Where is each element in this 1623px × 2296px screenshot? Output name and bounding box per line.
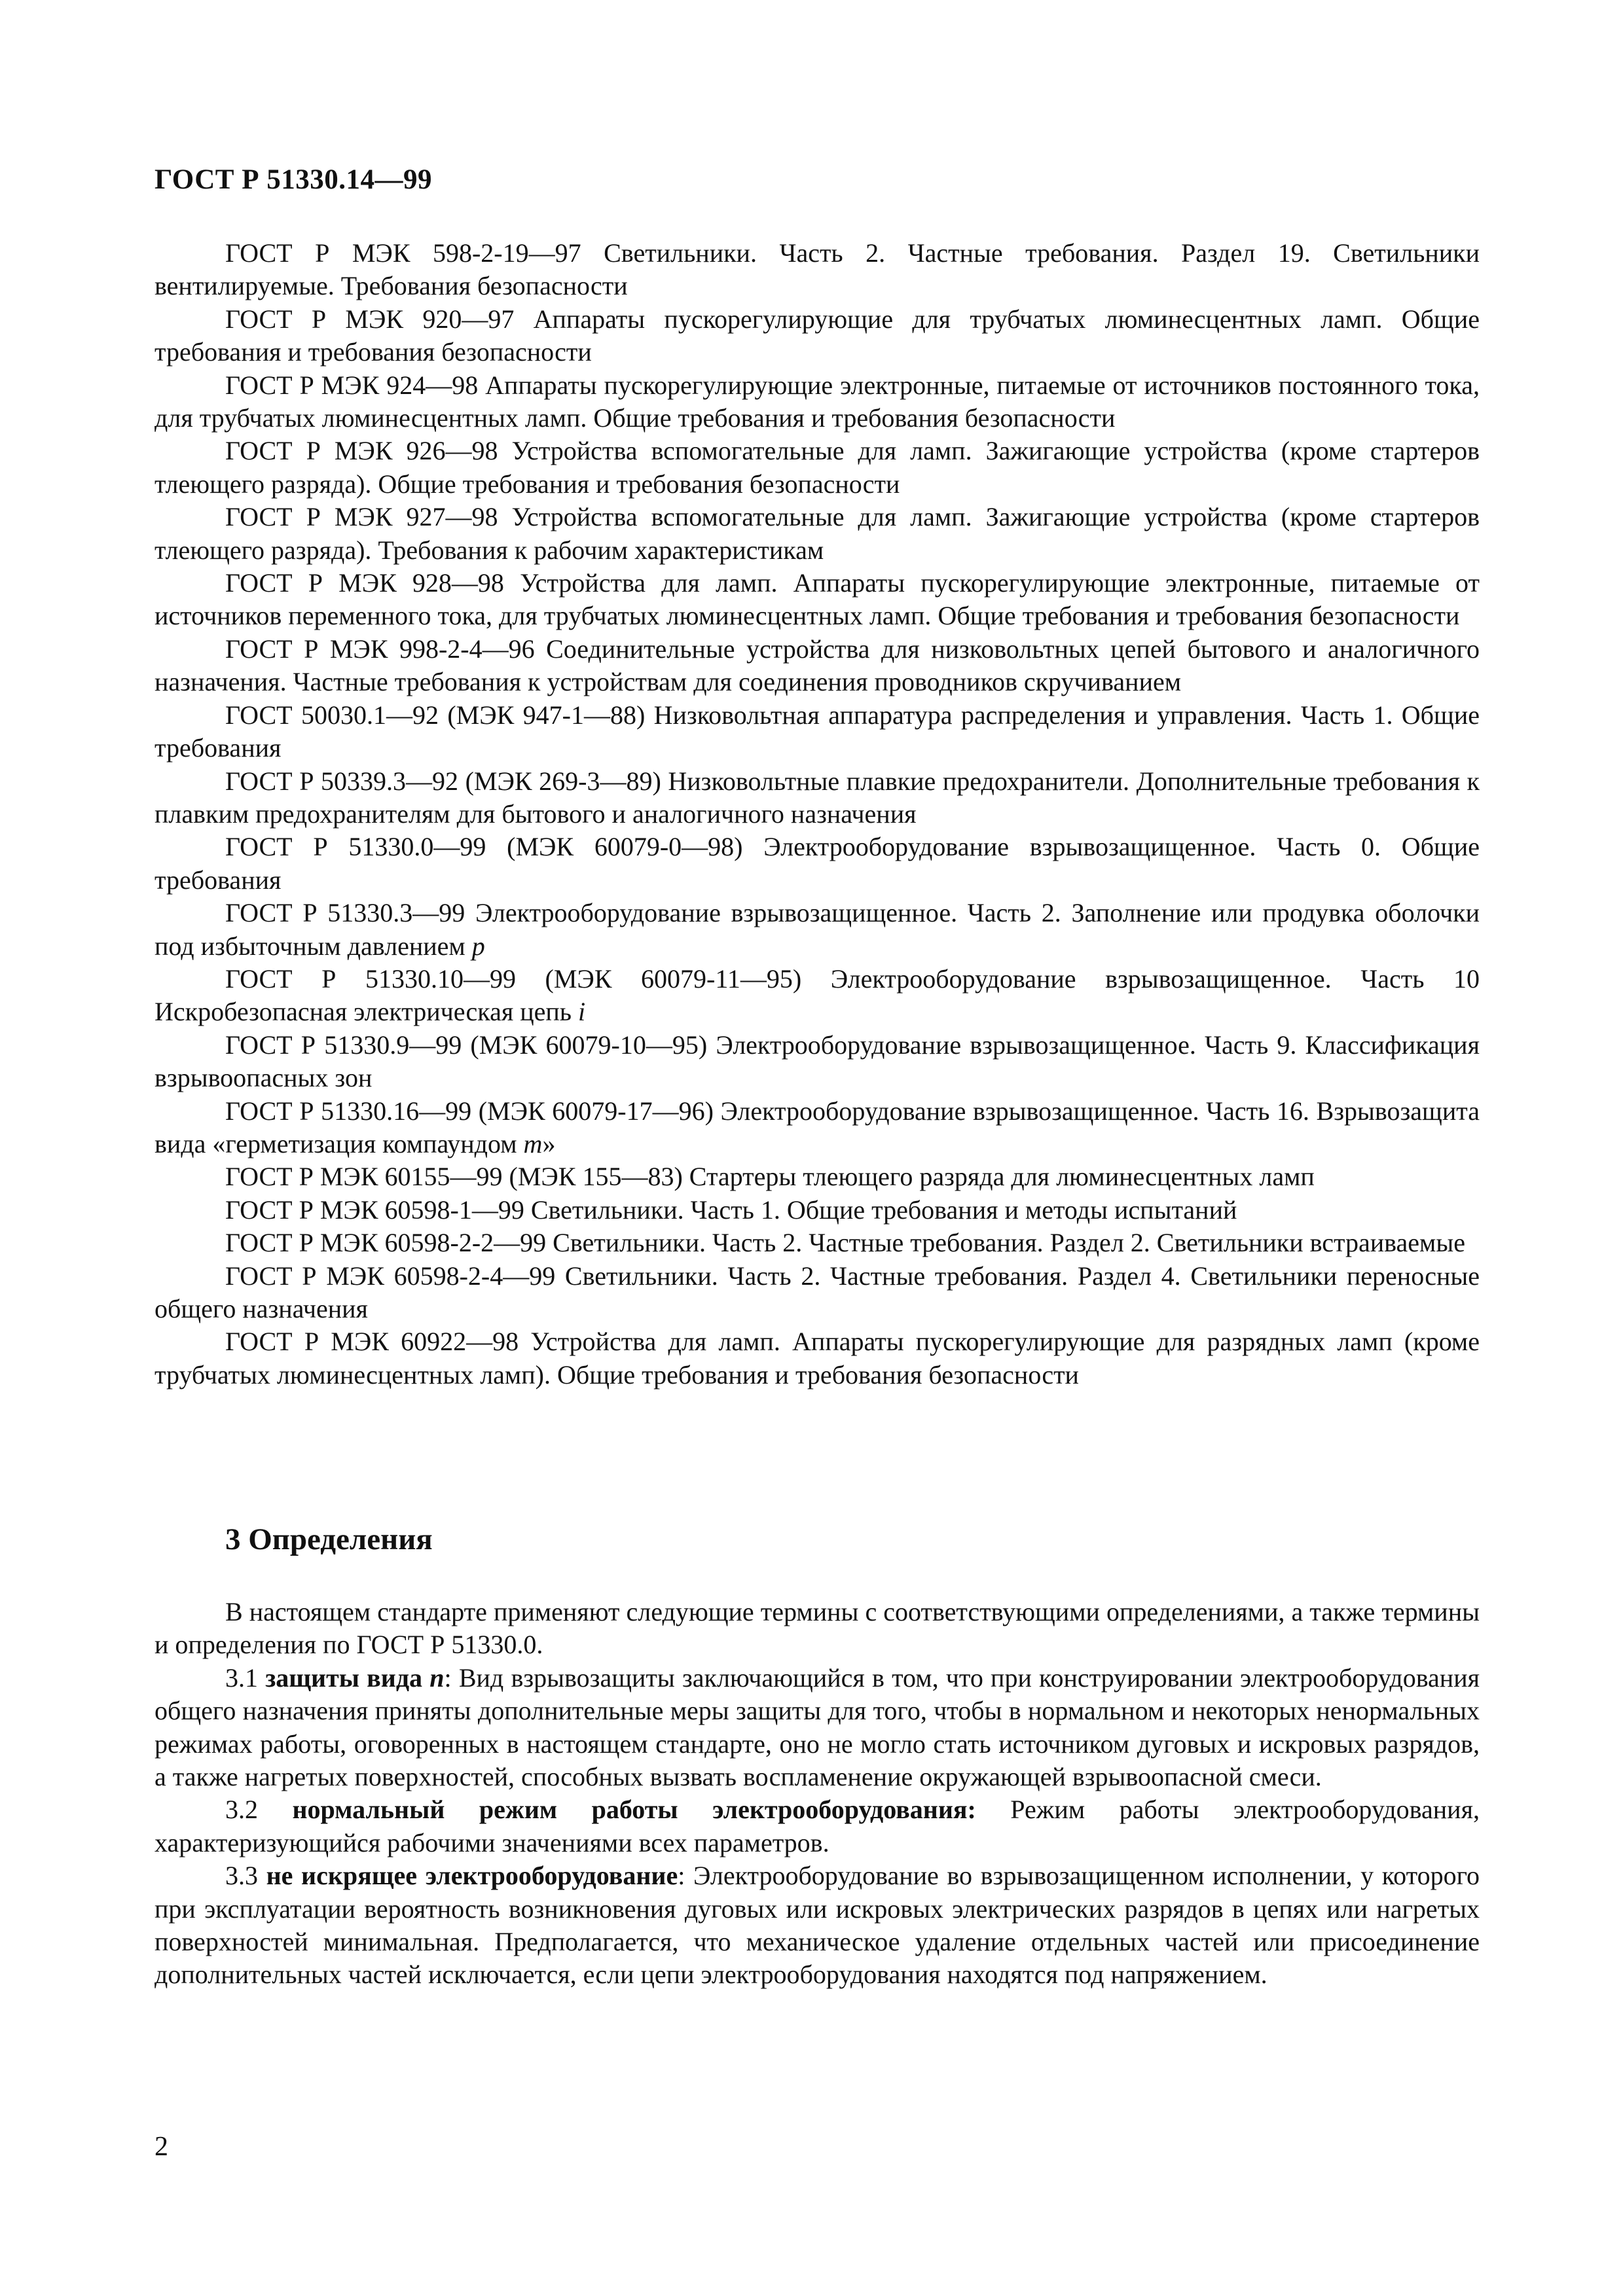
reference-title: Соединительные устройства для низковольтных цепей бытового и аналогичного назначения. Частные требования к устройствам для соединения проводников скручиванием xyxy=(155,634,1480,697)
reference-code: ГОСТ Р 50339.3—92 xyxy=(225,766,459,796)
reference-code: ГОСТ Р МЭК 924—98 xyxy=(225,370,479,400)
definition-term-symbol: n xyxy=(429,1662,445,1693)
reference-code: ГОСТ Р МЭК 598-2-19—97 xyxy=(225,238,581,268)
reference-title: Устройства для ламп. Аппараты пускорегулирующие электронные, питаемые от источников переменного тока, для трубчатых люминесцентных ламп. Общие требования и требования безопасности xyxy=(155,568,1480,631)
reference-title: Светильники. Часть 2. Частные требования. Раздел 4. Светильники переносные общего назначения xyxy=(155,1261,1480,1323)
reference-title: Устройства вспомогательные для ламп. Зажигающие устройства (кроме стартеров тлеющего разряда). Общие требования и требования безопасности xyxy=(155,436,1480,499)
definition-term: нормальный режим работы электрооборудования: xyxy=(292,1795,976,1825)
reference-title: Электрооборудование взрывозащищенное. Часть 2. Заполнение или продувка оболочки под избыточным давлением xyxy=(155,898,1480,961)
definition-text: Вид взрывозащиты заключающийся в том, что при конструировании электрооборудования общего назначения приняты дополнительные меры защиты для того, чтобы в нормальном и некоторых ненормальных режимах работы, оговоренных в настоящем стандарте, оно не могло стать источником дуговых и искровых разрядов, а также нагретых поверхностей, способных вызвать воспламенение окружающей взрывоопасной смеси. xyxy=(155,1662,1480,1792)
definition-text: Режим работы электрооборудования, характеризующийся рабочими значениями всех параметров. xyxy=(155,1795,1480,1857)
reference-item xyxy=(155,303,1480,369)
reference-title: (МЭК 269-3—89) Низковольтные плавкие предохранители. Дополнительные требования к плавким предохранителям для бытового и аналогичного назначения xyxy=(155,766,1480,829)
reference-symbol: i xyxy=(578,997,586,1027)
reference-item xyxy=(155,1325,1480,1391)
reference-code: ГОСТ 50030.1—92 xyxy=(225,700,439,730)
reference-item xyxy=(155,1160,1480,1193)
reference-item xyxy=(155,765,1480,831)
reference-symbol: m xyxy=(523,1128,543,1158)
reference-code: ГОСТ Р 51330.9—99 xyxy=(225,1030,462,1060)
reference-item xyxy=(155,237,1480,303)
definition-number: 3.2 xyxy=(225,1795,293,1825)
reference-item xyxy=(155,633,1480,699)
reference-title: (МЭК 60079-10—95) Электрооборудование взрывозащищенное. Часть 9. Классификация взрывоопасных зон xyxy=(155,1030,1480,1093)
reference-code: ГОСТ Р МЭК 60922—98 xyxy=(225,1327,519,1357)
reference-code: ГОСТ Р 51330.0—99 xyxy=(225,832,486,862)
reference-code: ГОСТ Р МЭК 60598-2-2—99 xyxy=(225,1228,547,1258)
reference-item xyxy=(155,567,1480,633)
reference-item xyxy=(155,1260,1480,1326)
reference-symbol: p xyxy=(471,931,485,961)
definition-text: Электрооборудование во взрывозащищенном исполнении, у которого при эксплуатации вероятность возникновения дуговых или искровых электрических разрядов в цепях или нагретых поверхностей минимальная. Предполагается, что механическое удаление отдельных частей или присоединение дополнительных частей исключается, если цепи электрооборудования находятся под напряжением. xyxy=(155,1861,1480,1990)
reference-title: (МЭК 947-1—88) Низковольтная аппаратура распределения и управления. Часть 1. Общие требования xyxy=(155,700,1480,763)
definition-separator: : xyxy=(444,1662,452,1693)
reference-code: ГОСТ Р МЭК 928—98 xyxy=(225,568,504,598)
reference-code: ГОСТ Р МЭК 926—98 xyxy=(225,436,498,466)
definition-term xyxy=(265,1663,444,1693)
reference-title: Светильники. Часть 2. Частные требования. Раздел 2. Светильники встраиваемые xyxy=(546,1228,1465,1258)
document-header: ГОСТ Р 51330.14—99 xyxy=(155,164,433,195)
reference-item xyxy=(155,699,1480,765)
reference-title: Устройства вспомогательные для ламп. Зажигающие устройства (кроме стартеров тлеющего разряда). Требования к рабочим характеристикам xyxy=(155,502,1480,565)
definition-term-text: защиты вида xyxy=(265,1662,430,1693)
definition-term: не искрящее электрооборудование xyxy=(266,1861,678,1891)
reference-code: ГОСТ Р МЭК 60155—99 xyxy=(225,1162,503,1192)
reference-title: Светильники. Часть 2. Частные требования. Раздел 19. Светильники вентилируемые. Требования безопасности xyxy=(155,238,1480,301)
reference-code: ГОСТ Р 51330.16—99 xyxy=(225,1096,472,1126)
reference-title: (МЭК 60079-0—98) Электрооборудование взрывозащищенное. Часть 0. Общие требования xyxy=(155,832,1480,895)
definition-number: 3.3 xyxy=(225,1861,266,1891)
reference-item xyxy=(155,1194,1480,1227)
reference-code: ГОСТ Р 51330.3—99 xyxy=(225,898,465,928)
reference-title: (МЭК 60079-11—95) Электрооборудование взрывозащищенное. Часть 10 Искробезопасная электрическая цепь xyxy=(155,963,1480,1027)
definition-item xyxy=(155,1859,1480,1992)
reference-item xyxy=(155,435,1480,501)
definition-item xyxy=(155,1662,1480,1794)
reference-code: ГОСТ Р 51330.10—99 xyxy=(225,963,516,994)
normative-references-list xyxy=(155,237,1480,1391)
section-heading: 3 Определения xyxy=(225,1522,433,1556)
reference-title: (МЭК 155—83) Стартеры тлеющего разряда для люминесцентных ламп xyxy=(502,1162,1315,1192)
reference-title: Светильники. Часть 1. Общие требования и методы испытаний xyxy=(524,1194,1237,1225)
reference-code: ГОСТ Р МЭК 920—97 xyxy=(225,304,515,334)
definition-item xyxy=(155,1793,1480,1859)
reference-item xyxy=(155,1227,1480,1259)
reference-item xyxy=(155,1095,1480,1161)
reference-item xyxy=(155,1029,1480,1095)
reference-item xyxy=(155,831,1480,897)
reference-code: ГОСТ Р МЭК 998-2-4—96 xyxy=(225,634,535,664)
reference-title: (МЭК 60079-17—96) Электрооборудование взрывозащищенное. Часть 16. Взрывозащита вида «герметизация компаундом xyxy=(155,1096,1480,1158)
reference-code: ГОСТ Р МЭК 60598-2-4—99 xyxy=(225,1261,556,1291)
reference-item xyxy=(155,897,1480,963)
definition-number: 3.1 xyxy=(225,1662,266,1693)
reference-code: ГОСТ Р МЭК 927—98 xyxy=(225,502,498,532)
reference-title: Аппараты пускорегулирующие электронные, питаемые от источников постоянного тока, для трубчатых люминесцентных ламп. Общие требования и требования безопасности xyxy=(155,370,1480,433)
reference-item xyxy=(155,963,1480,1029)
definition-separator: : xyxy=(678,1861,685,1891)
reference-suffix: » xyxy=(542,1128,556,1158)
reference-title: Аппараты пускорегулирующие для трубчатых люминесцентных ламп. Общие требования и требования безопасности xyxy=(155,304,1480,367)
reference-title: Устройства для ламп. Аппараты пускорегулирующие для разрядных ламп (кроме трубчатых люминесцентных ламп). Общие требования и требования безопасности xyxy=(155,1327,1480,1390)
reference-item xyxy=(155,369,1480,435)
section-intro: В настоящем стандарте применяют следующие термины с соответствующими определениями, а также термины и определения по ГОСТ Р 51330.0. xyxy=(155,1597,1480,1660)
page-number: 2 xyxy=(155,2132,168,2162)
reference-item xyxy=(155,501,1480,567)
definitions-section xyxy=(155,1596,1480,1992)
reference-code: ГОСТ Р МЭК 60598-1—99 xyxy=(225,1194,524,1225)
